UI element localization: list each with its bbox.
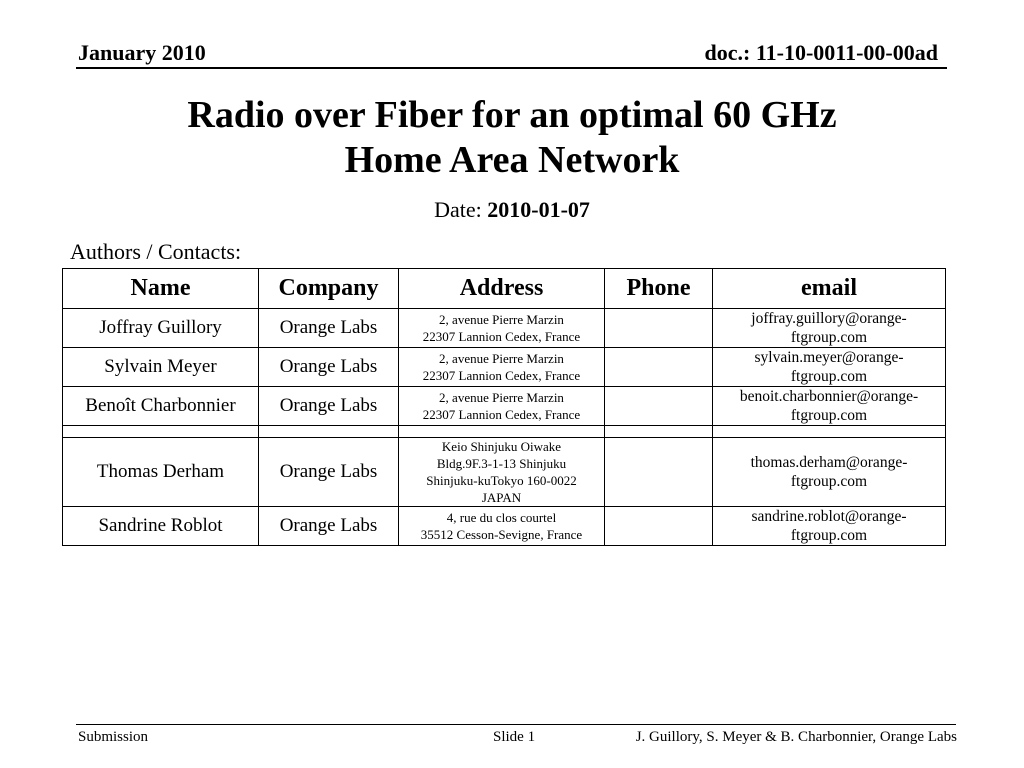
address-line: JAPAN xyxy=(481,490,522,505)
column-header-email: email xyxy=(713,269,946,309)
date-value: 2010-01-07 xyxy=(487,197,590,222)
email-line: ftgroup.com xyxy=(790,329,868,346)
email-line: thomas.derham@orange- xyxy=(750,454,908,471)
author-email xyxy=(713,309,946,348)
footer-slide-number: Slide 1 xyxy=(493,729,536,745)
header-doc-number: doc.: 11-10-0011-00-00ad xyxy=(704,40,938,65)
address-line: 22307 Lannion Cedex, France xyxy=(422,407,581,422)
author-address xyxy=(399,507,605,546)
table-row xyxy=(63,387,946,426)
email-line: ftgroup.com xyxy=(790,473,868,490)
author-phone xyxy=(605,507,713,546)
author-address xyxy=(399,438,605,507)
column-header-phone: Phone xyxy=(605,269,713,309)
author-company: Orange Labs xyxy=(259,348,399,387)
author-email xyxy=(713,438,946,507)
author-phone xyxy=(605,387,713,426)
table-row xyxy=(63,507,946,546)
header-date: January 2010 xyxy=(78,40,206,65)
email-line: benoit.charbonnier@orange- xyxy=(739,388,919,405)
email-line: sandrine.roblot@orange- xyxy=(751,508,907,525)
author-email xyxy=(713,507,946,546)
table-row xyxy=(63,309,946,348)
spacer-cell xyxy=(605,426,713,438)
address-line: 4, rue du clos courtel xyxy=(446,510,557,525)
table-header-row xyxy=(63,269,946,309)
footer-divider xyxy=(76,724,956,725)
author-name: Sylvain Meyer xyxy=(63,348,259,387)
author-name: Sandrine Roblot xyxy=(63,507,259,546)
author-phone xyxy=(605,438,713,507)
address-line: Keio Shinjuku Oiwake xyxy=(441,439,562,454)
column-header-address: Address xyxy=(399,269,605,309)
slide-title-line-1: Radio over Fiber for an optimal 60 GHz xyxy=(187,94,837,136)
author-company: Orange Labs xyxy=(259,387,399,426)
column-header-name: Name xyxy=(63,269,259,309)
address-line: 2, avenue Pierre Marzin xyxy=(439,351,564,366)
table-row xyxy=(63,348,946,387)
spacer-cell xyxy=(259,426,399,438)
address-line: 35512 Cesson-Sevigne, France xyxy=(420,527,583,542)
email-line: sylvain.meyer@orange- xyxy=(754,349,904,366)
date-label: Date: xyxy=(434,197,482,222)
address-line: Bldg.9F.3-1-13 Shinjuku xyxy=(436,456,567,471)
email-line: joffray.guillory@orange- xyxy=(751,310,907,327)
footer-authors: J. Guillory, S. Meyer & B. Charbonnier, Orange Labs xyxy=(635,729,957,745)
spacer-cell xyxy=(63,426,259,438)
slide-date xyxy=(0,196,1024,224)
authors-label: Authors / Contacts: xyxy=(70,239,242,264)
spacer-cell xyxy=(713,426,946,438)
email-line: ftgroup.com xyxy=(790,407,868,424)
author-company: Orange Labs xyxy=(259,438,399,507)
address-line: 22307 Lannion Cedex, France xyxy=(422,368,581,383)
address-line: 22307 Lannion Cedex, France xyxy=(422,329,581,344)
authors-table xyxy=(62,268,946,546)
address-line: 2, avenue Pierre Marzin xyxy=(439,312,564,327)
author-email xyxy=(713,387,946,426)
slide-title xyxy=(0,93,1024,183)
author-company: Orange Labs xyxy=(259,309,399,348)
author-phone xyxy=(605,348,713,387)
footer-submission: Submission xyxy=(78,729,149,745)
email-line: ftgroup.com xyxy=(790,368,868,385)
author-name: Thomas Derham xyxy=(63,438,259,507)
author-address xyxy=(399,309,605,348)
header-divider xyxy=(76,67,947,69)
spacer-cell xyxy=(399,426,605,438)
author-phone xyxy=(605,309,713,348)
author-name: Joffray Guillory xyxy=(63,309,259,348)
table-row xyxy=(63,438,946,507)
author-email xyxy=(713,348,946,387)
author-company: Orange Labs xyxy=(259,507,399,546)
author-address xyxy=(399,387,605,426)
author-name: Benoît Charbonnier xyxy=(63,387,259,426)
column-header-company: Company xyxy=(259,269,399,309)
email-line: ftgroup.com xyxy=(790,527,868,544)
slide-title-line-2: Home Area Network xyxy=(344,139,680,181)
address-line: 2, avenue Pierre Marzin xyxy=(439,390,564,405)
author-address xyxy=(399,348,605,387)
address-line: Shinjuku-kuTokyo 160-0022 xyxy=(426,473,577,488)
table-spacer-row xyxy=(63,426,946,438)
